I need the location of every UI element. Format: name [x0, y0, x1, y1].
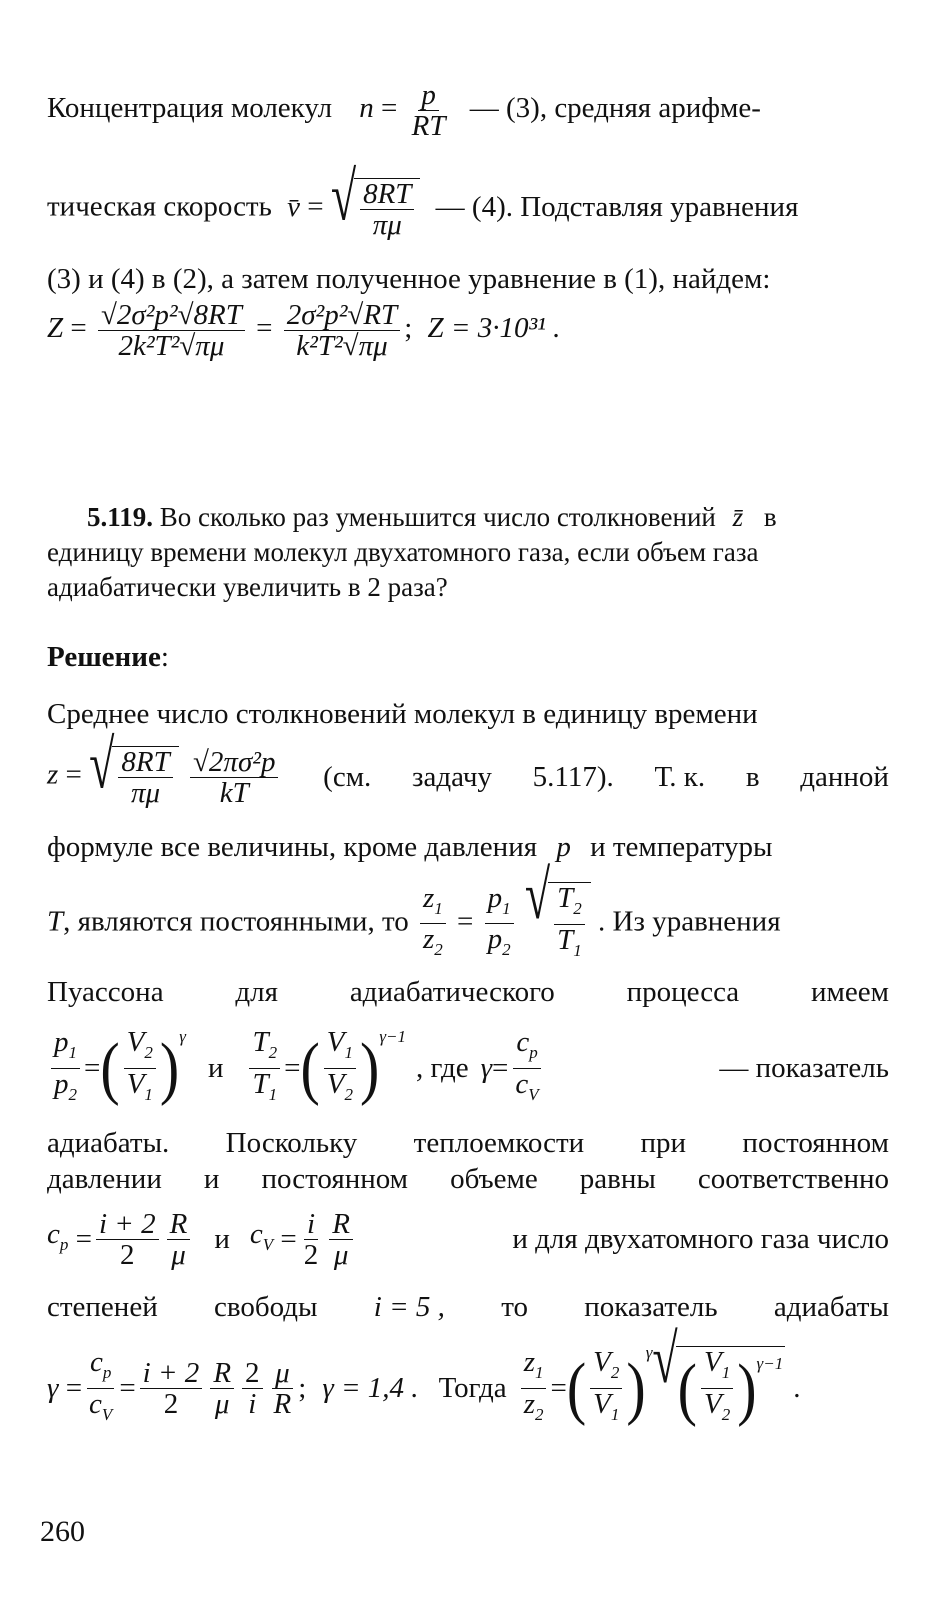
text-concentration: Концентрация молекул — [47, 92, 333, 125]
word: постоянном — [261, 1163, 409, 1195]
word: адиабаты — [773, 1291, 889, 1323]
formula-z-result: Z = 3·10³¹ . — [427, 312, 561, 345]
solution-text-3b: и температуры — [590, 831, 773, 863]
solution-text-3: формуле все величины, кроме давления — [47, 831, 538, 863]
text-eq4: — (4). Подставляя уравнения — [435, 190, 799, 223]
text-substituting: (3) и (4) в (2), а затем полученное уравнение в (1), найдем: — [47, 263, 771, 295]
word: (см. — [323, 761, 372, 793]
solution-text-4a: , являются постоянными, то — [63, 905, 409, 938]
formula-z-line: Z = $\frac{\text{√2σ²p²√8RT}}{\text{2k²T²√πμ}}$ = $\frac{\text{2σ²p²√RT}}{\text{k²T²√πμ}}$ ; Z = 3·10³¹ . — [47, 299, 561, 362]
word: свободы — [213, 1291, 318, 1323]
problem-text-2: единицу времени молекул двухатомного газа, если объем газа — [47, 537, 759, 567]
text-velocity: тическая скорость — [47, 190, 272, 223]
formula-z-frac-1: $\frac{\text{√2σ²p²√8RT}}{\text{2k²T²√πμ}}$ — [98, 300, 245, 361]
word: степеней — [47, 1291, 158, 1323]
word-and: и — [214, 1223, 230, 1255]
solution-line-2 — [47, 726, 889, 819]
problem-text-1: Во сколько раз уменьшится число столкновений — [159, 502, 716, 532]
formula-z-collisions: z = √ $\frac{8RT}{\pi\mu}$ $\frac{\text{√2πσ²p}}{kT}$ — [47, 746, 282, 808]
word: Поскольку — [225, 1127, 358, 1159]
word: задачу — [412, 761, 492, 793]
word: давлении — [47, 1163, 162, 1195]
word-index: — показатель — [719, 1052, 889, 1084]
solution-line-11: γ = $\frac{c_p}{c_V}$ = $\frac{i + 2}{2}$ $\frac{R}{\mu}$ $\frac{2}{i}$ $\frac{\mu}{R}$ ; γ = 1,4 . Тогда $\frac{z_1}{z_2}$ = ( $\frac{V_2}{V_1}$ ) $^\gamma$ √ ( $\frac{V_1}{V_2}$ ) $^{\gamma-1}$ . — [47, 1336, 889, 1440]
word: процесса — [626, 976, 740, 1008]
word: в — [745, 761, 760, 793]
word: адиабаты. — [47, 1127, 170, 1159]
word: для — [235, 976, 278, 1008]
problem-line-2 — [47, 535, 889, 569]
solution-heading: Решение — [47, 641, 161, 673]
solution-line-1 — [47, 697, 889, 731]
solution-line-7 — [47, 1126, 889, 1160]
page-number: 260 — [40, 1515, 85, 1548]
word: постоянном — [742, 1127, 889, 1159]
formula-n-fraction: $\frac{p}{RT}$ — [411, 79, 446, 142]
solution-text-9: и для двухатомного газа число — [512, 1223, 889, 1255]
solution-line-10 — [47, 1290, 889, 1324]
text-line-1: Концентрация молекул n = $\frac{p}{RT}$ — (3), средняя арифме- — [47, 79, 761, 142]
solution-line-3: формуле все величины, кроме давления p и температуры — [47, 831, 773, 863]
word: Т. к. — [654, 761, 706, 793]
word: данной — [800, 761, 889, 793]
solution-text-4b: . Из уравнения — [598, 905, 781, 938]
word: показатель — [584, 1291, 718, 1323]
text-eq3: — (3), средняя арифме- — [469, 92, 761, 125]
word: то — [501, 1291, 528, 1323]
problem-number: 5.119. — [87, 502, 154, 532]
solution-line-9: $c_p$ = $\frac{i + 2}{2}$ $\frac{R}{\mu}$ и $c_V$ = $\frac{i}{2}$ $\frac{R}{\mu}$ и для двухатомного газа число — [47, 1207, 889, 1271]
gamma-value: γ = 1,4 . — [322, 1372, 419, 1404]
word: объеме — [450, 1163, 538, 1195]
solution-text-1: Среднее число столкновений молекул в единицу времени — [47, 698, 758, 730]
solution-heading-line: Решение: — [47, 641, 169, 673]
solution-line-8 — [47, 1162, 889, 1196]
word-then: Тогда — [438, 1372, 507, 1404]
solution-line-4: T, являются постоянными, то $\frac{z_1}{z_2}$ = $\frac{p_1}{p_2}$ √ $\frac{T_2}{T_1}$ . Из уравнения — [47, 882, 889, 962]
problem-text-1-end: в — [763, 502, 777, 532]
problem-line-1: 5.119. Во сколько раз уменьшится число столкновений z̄ в — [87, 502, 777, 532]
text-line-3 — [47, 262, 889, 296]
word: адиабатического — [349, 976, 555, 1008]
word: при — [640, 1127, 687, 1159]
solution-line-6: $\frac{p_1}{p_2}$ = ( $\frac{V_2}{V_1}$ ) $^\gamma$ и $\frac{T_2}{T_1}$ = ( $\frac{V_1}{V_2}$ ) $^{\gamma-1}$ , где γ = $\frac{c_p}{c_V}$ — показатель — [47, 1020, 889, 1116]
solution-line-5 — [47, 975, 889, 1009]
word: теплоемкости — [413, 1127, 585, 1159]
text-line-2: тическая скорость v̄ = √ $\frac{8RT}{\pi\mu}$ — (4). Подставляя уравнения — [47, 158, 799, 241]
word: Пуассона — [47, 976, 164, 1008]
word-and: и — [207, 1052, 224, 1084]
word: равны — [579, 1163, 656, 1195]
formula-z-frac-2: $\frac{\text{2σ²p²√RT}}{\text{k²T²√πμ}}$ — [284, 300, 400, 361]
word: имеем — [811, 976, 889, 1008]
formula-velocity-root: √ $\frac{8RT}{\pi\mu}$ — [331, 178, 421, 240]
problem-line-3 — [47, 570, 889, 604]
word: соответственно — [697, 1163, 889, 1195]
problem-text-3: адиабатически увеличить в 2 раза? — [47, 572, 448, 602]
word: i = 5 , — [373, 1291, 445, 1323]
word-where: , где — [416, 1052, 469, 1084]
word: 5.117). — [532, 761, 614, 793]
word: и — [203, 1163, 220, 1195]
